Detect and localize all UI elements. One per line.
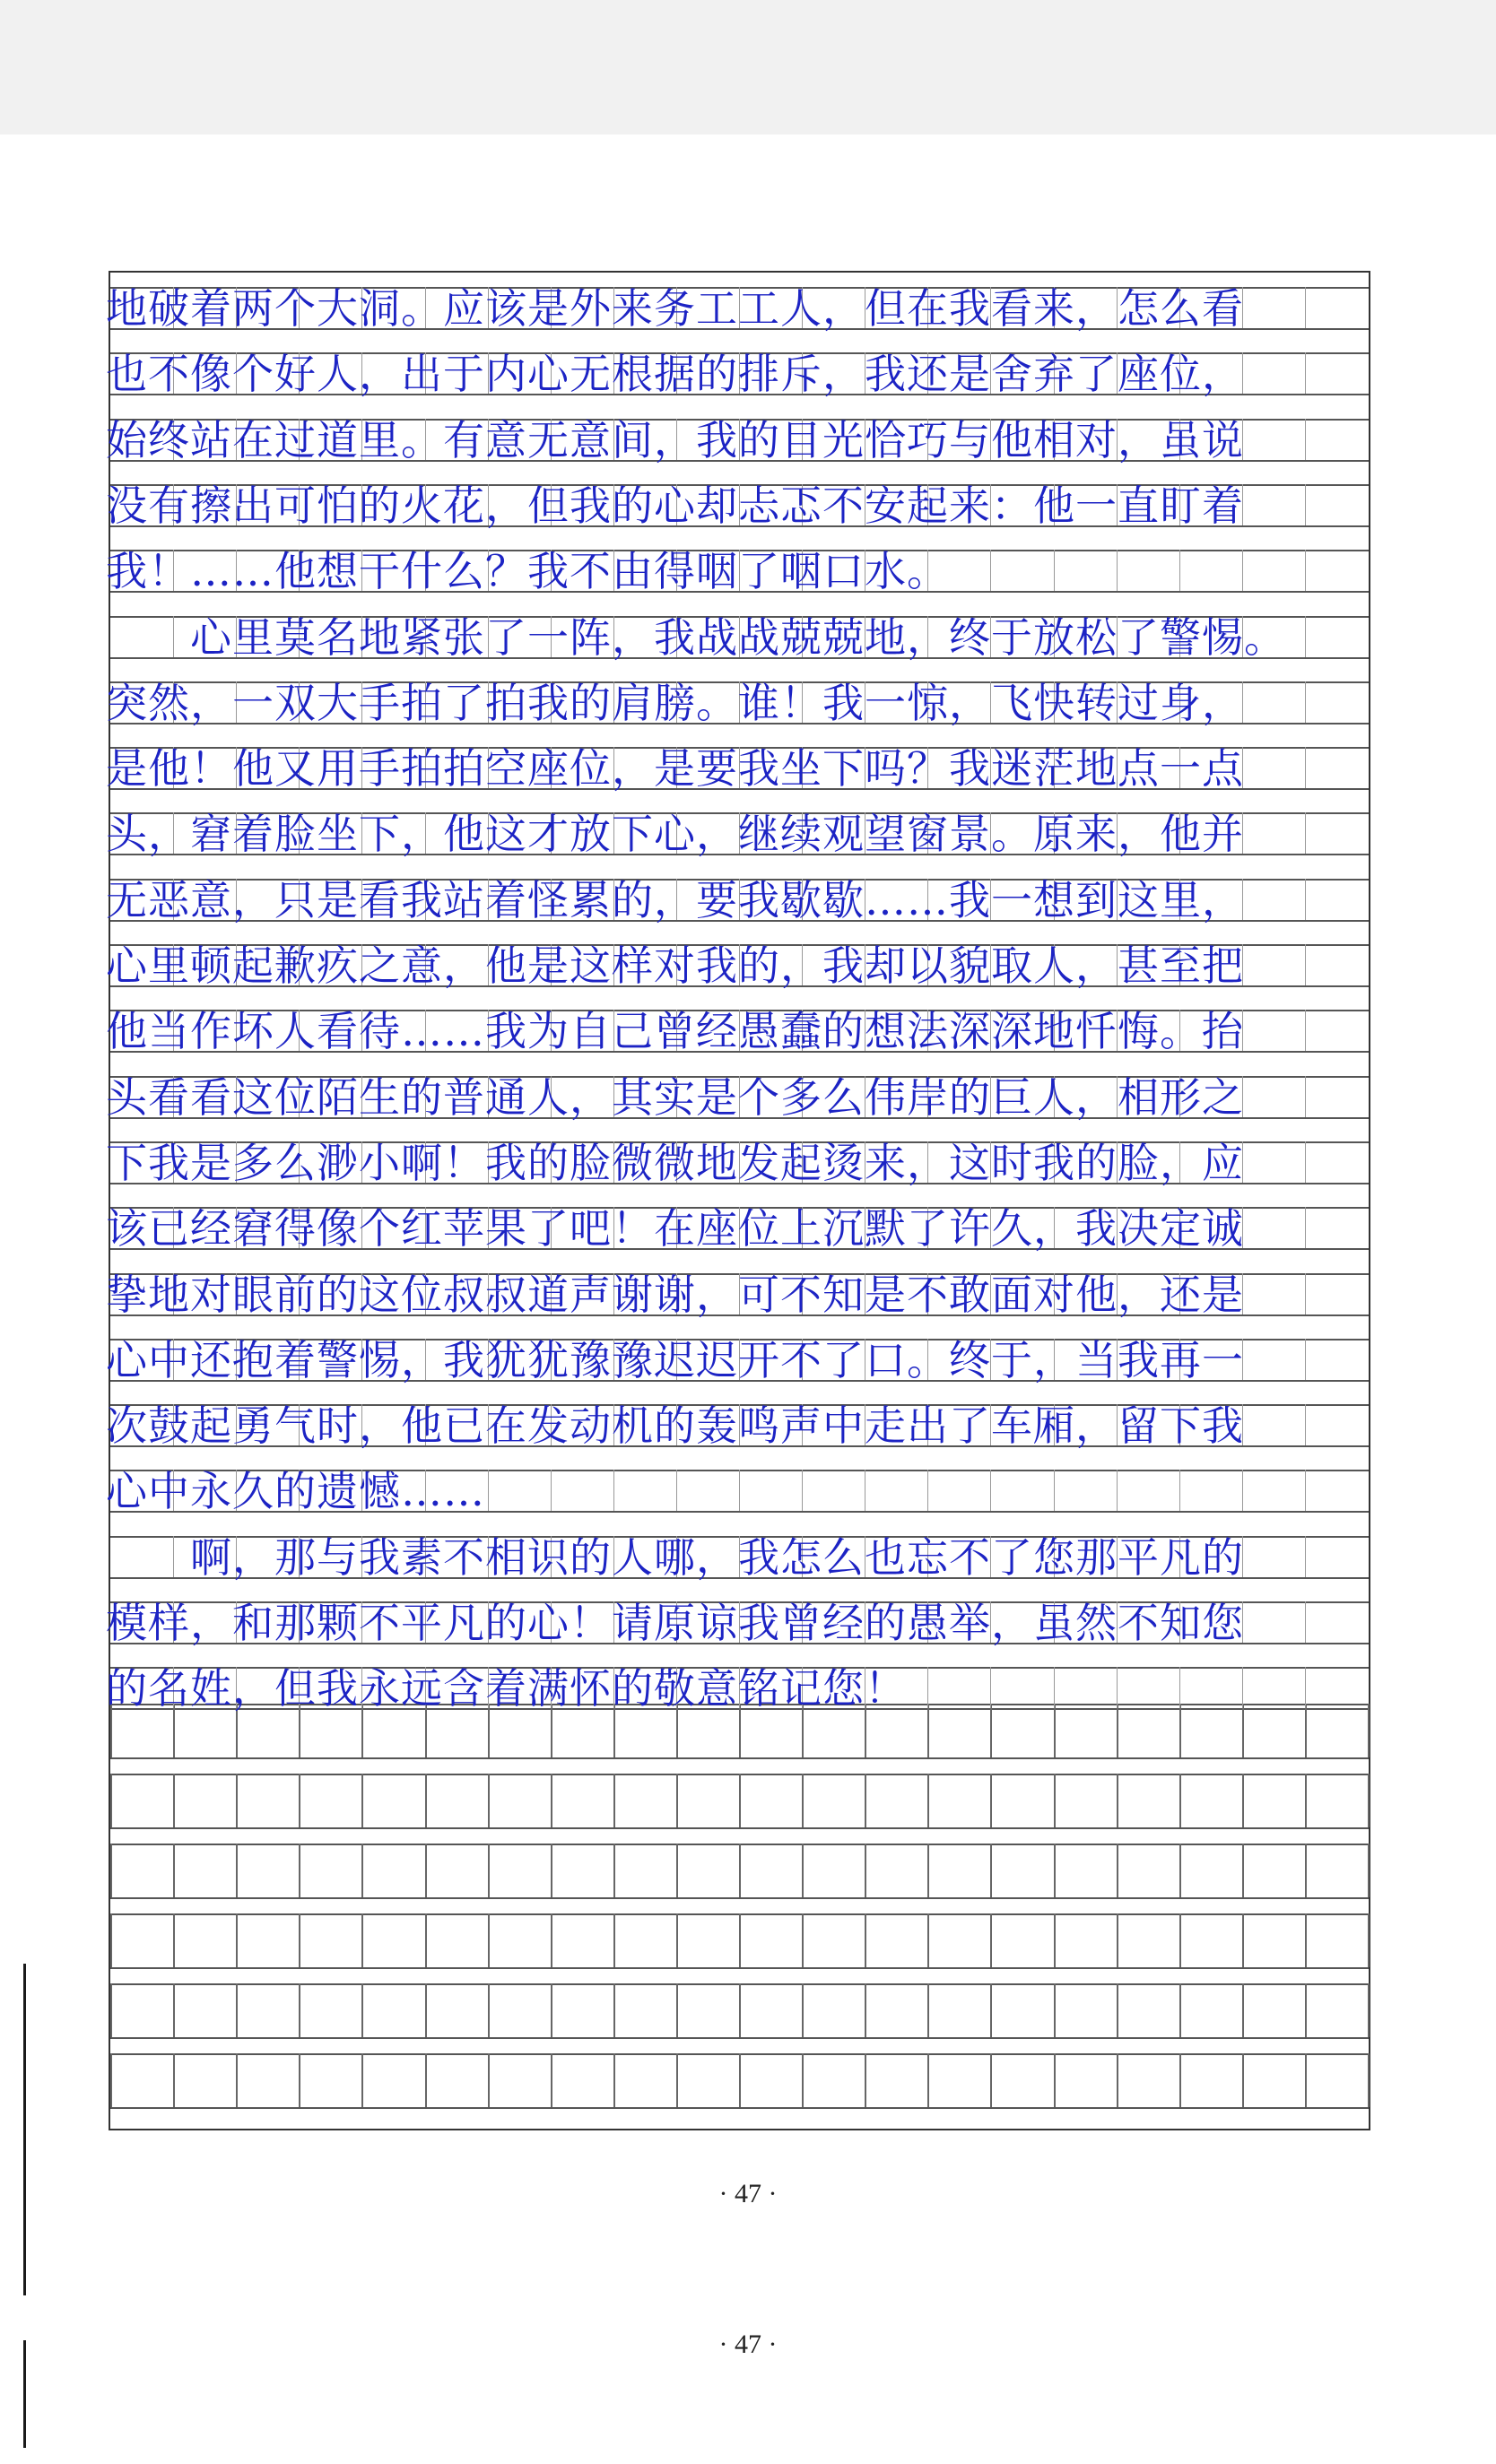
grid-cell-divider	[739, 1983, 741, 2037]
grid-cell-divider	[1242, 1983, 1244, 2037]
page-number: · 47 ·	[718, 2330, 778, 2359]
grid-cell-divider	[1179, 2053, 1181, 2107]
grid-cell-divider	[1305, 1076, 1306, 1117]
grid-cell-divider	[110, 1913, 112, 1967]
grid-cell-divider	[236, 1844, 238, 1897]
essay-line: 是他！他又用手拍拍空座位，是要我坐下吗？我迷茫地点一点	[106, 744, 1244, 793]
grid-cell-divider	[299, 2053, 300, 2107]
grid-cell-divider	[1305, 1141, 1306, 1183]
grid-cell-divider	[361, 2053, 363, 2107]
grid-cell-divider	[1368, 2053, 1370, 2107]
grid-cell-divider	[1179, 1844, 1181, 1897]
grid-cell-divider	[1305, 616, 1306, 657]
grid-cell-divider	[865, 2053, 866, 2107]
grid-cell-divider	[1179, 1470, 1180, 1511]
grid-cell-divider	[739, 1913, 741, 1967]
grid-cell-divider	[1054, 550, 1055, 591]
scan-top-margin	[0, 0, 1496, 134]
grid-cell-divider	[173, 2053, 175, 2107]
grid-cell-divider	[927, 1983, 929, 2037]
grid-cell-divider	[1305, 1339, 1306, 1380]
grid-cell-divider	[110, 1983, 112, 2037]
grid-cell-divider	[990, 1983, 992, 2037]
grid-cell-divider	[802, 1983, 804, 2037]
grid-cell-divider	[1242, 1774, 1244, 1827]
grid-cell-divider	[110, 1774, 112, 1827]
grid-cell-divider	[1242, 1470, 1243, 1511]
grid-cell-divider	[613, 2053, 615, 2107]
grid-cell-divider	[361, 1983, 363, 2037]
grid-cell-divider	[739, 2053, 741, 2107]
grid-cell-divider	[1305, 352, 1306, 394]
grid-cell-divider	[1305, 1601, 1306, 1643]
grid-cell-divider	[1117, 1667, 1118, 1708]
grid-cell-divider	[1368, 1913, 1370, 1967]
grid-cell-divider	[1242, 2053, 1244, 2107]
grid-cell-divider	[1117, 1704, 1118, 1757]
grid-cell-divider	[173, 1774, 175, 1827]
grid-line	[110, 1897, 1369, 1899]
essay-line: 次鼓起勇气时，他已在发动机的轰鸣声中走出了车厢，留下我	[106, 1401, 1244, 1450]
grid-cell-divider	[613, 1844, 615, 1897]
grid-cell-divider	[1117, 2053, 1118, 2107]
grid-cell-divider	[1305, 812, 1306, 854]
grid-cell-divider	[236, 1983, 238, 2037]
grid-cell-divider	[1117, 550, 1118, 591]
grid-cell-divider	[488, 1470, 489, 1511]
grid-cell-divider	[865, 1913, 866, 1967]
grid-cell-divider	[299, 1844, 300, 1897]
grid-cell-divider	[802, 1844, 804, 1897]
grid-cell-divider	[236, 2053, 238, 2107]
grid-cell-divider	[990, 1667, 991, 1708]
grid-cell-divider	[990, 1844, 992, 1897]
essay-line: 心里莫名地紧张了一阵，我战战兢兢地，终于放松了警惕。	[106, 613, 1286, 662]
grid-cell-divider	[425, 2053, 427, 2107]
grid-cell-divider	[927, 1470, 928, 1511]
grid-cell-divider	[551, 1844, 552, 1897]
essay-line: 始终站在过道里。有意无意间，我的目光恰巧与他相对，虽说	[106, 416, 1244, 464]
grid-cell-divider	[551, 1774, 552, 1827]
scan-edge-mark	[23, 1964, 26, 2295]
grid-cell-divider	[1305, 484, 1306, 525]
grid-cell-divider	[1305, 1404, 1306, 1445]
grid-cell-divider	[676, 2053, 678, 2107]
grid-cell-divider	[1054, 1983, 1056, 2037]
grid-cell-divider	[1368, 1774, 1370, 1827]
grid-cell-divider	[1305, 1010, 1306, 1051]
grid-cell-divider	[802, 1470, 803, 1511]
essay-line: 啊，那与我素不相识的人哪，我怎么也忘不了您那平凡的	[106, 1533, 1244, 1582]
grid-cell-divider	[927, 1667, 928, 1708]
grid-cell-divider	[1305, 287, 1306, 328]
grid-cell-divider	[1179, 1667, 1180, 1708]
grid-cell-divider	[551, 1470, 552, 1511]
grid-cell-divider	[613, 1470, 614, 1511]
essay-line: 他当作坏人看待……我为自己曾经愚蠢的想法深深地忏悔。抬	[106, 1007, 1244, 1055]
grid-cell-divider	[1368, 1704, 1370, 1757]
grid-cell-divider	[1117, 1774, 1118, 1827]
grid-cell-divider	[1242, 1704, 1244, 1757]
grid-cell-divider	[1117, 1913, 1118, 1967]
page-number: · 47 ·	[718, 2179, 778, 2208]
essay-line: 也不像个好人，出于内心无根据的排斥，我还是舍弃了座位，	[106, 350, 1244, 398]
grid-cell-divider	[1179, 550, 1180, 591]
grid-cell-divider	[1305, 1983, 1307, 2037]
grid-cell-divider	[990, 2053, 992, 2107]
essay-line: 模样，和那颗不平凡的心！请原谅我曾经的愚举，虽然不知您	[106, 1599, 1244, 1647]
grid-cell-divider	[927, 1774, 929, 1827]
grid-cell-divider	[990, 1774, 992, 1827]
grid-cell-divider	[1054, 1774, 1056, 1827]
grid-cell-divider	[676, 1470, 677, 1511]
grid-cell-divider	[1305, 879, 1306, 920]
grid-cell-divider	[1242, 550, 1243, 591]
grid-cell-divider	[1368, 1844, 1370, 1897]
grid-cell-divider	[425, 1844, 427, 1897]
grid-cell-divider	[676, 1983, 678, 2037]
grid-cell-divider	[361, 1774, 363, 1827]
grid-cell-divider	[488, 1913, 490, 1967]
grid-cell-divider	[865, 1774, 866, 1827]
grid-cell-divider	[1054, 1704, 1056, 1757]
grid-cell-divider	[1305, 1667, 1306, 1708]
grid-cell-divider	[1179, 1913, 1181, 1967]
grid-cell-divider	[551, 1913, 552, 1967]
grid-cell-divider	[1305, 1844, 1307, 1897]
grid-cell-divider	[1179, 1983, 1181, 2037]
grid-cell-divider	[927, 1704, 929, 1757]
grid-cell-divider	[1305, 1704, 1307, 1757]
grid-cell-divider	[676, 1913, 678, 1967]
essay-line: 心中永久的遗憾……	[106, 1467, 485, 1515]
essay-line: 下我是多么渺小啊！我的脸微微地发起烫来，这时我的脸，应	[106, 1139, 1244, 1187]
grid-cell-divider	[927, 2053, 929, 2107]
grid-cell-divider	[299, 1774, 300, 1827]
grid-cell-divider	[865, 1844, 866, 1897]
grid-cell-divider	[927, 1913, 929, 1967]
grid-cell-divider	[990, 550, 991, 591]
grid-cell-divider	[802, 1774, 804, 1827]
grid-cell-divider	[361, 1913, 363, 1967]
grid-cell-divider	[1054, 1913, 1056, 1967]
grid-cell-divider	[802, 2053, 804, 2107]
grid-cell-divider	[739, 1774, 741, 1827]
grid-cell-divider	[173, 1913, 175, 1967]
essay-line: 头看看这位陌生的普通人，其实是个多么伟岸的巨人，相形之	[106, 1073, 1244, 1122]
essay-line: 突然，一双大手拍了拍我的肩膀。谁！我一惊，飞快转过身，	[106, 679, 1244, 727]
essay-line: 我！……他想干什么？我不由得咽了咽口水。	[106, 547, 949, 595]
grid-cell-divider	[739, 1844, 741, 1897]
grid-cell-divider	[173, 1844, 175, 1897]
grid-cell-divider	[488, 1844, 490, 1897]
grid-cell-divider	[1054, 2053, 1056, 2107]
grid-cell-divider	[488, 1774, 490, 1827]
grid-cell-divider	[676, 1844, 678, 1897]
grid-cell-divider	[1305, 550, 1306, 591]
grid-cell-divider	[299, 1983, 300, 2037]
grid-cell-divider	[1117, 1983, 1118, 2037]
grid-cell-divider	[613, 1983, 615, 2037]
grid-cell-divider	[1305, 1207, 1306, 1248]
essay-line: 心里顿起歉疚之意，他是这样对我的，我却以貌取人，甚至把	[106, 941, 1244, 990]
essay-line: 地破着两个大洞。应该是外来务工工人，但在我看来，怎么看	[106, 284, 1244, 333]
grid-cell-divider	[1305, 1913, 1307, 1967]
grid-cell-divider	[865, 1983, 866, 2037]
essay-line: 无恶意，只是看我站着怪累的，要我歇歇……我一想到这里，	[106, 876, 1244, 924]
grid-cell-divider	[1368, 1983, 1370, 2037]
grid-cell-divider	[927, 1844, 929, 1897]
essay-line: 没有擦出可怕的火花，但我的心却忐忑不安起来：他一直盯着	[106, 482, 1244, 530]
grid-cell-divider	[676, 1774, 678, 1827]
grid-cell-divider	[173, 1983, 175, 2037]
grid-line	[110, 2037, 1369, 2039]
grid-cell-divider	[1305, 2053, 1307, 2107]
grid-cell-divider	[361, 1844, 363, 1897]
grid-cell-divider	[1305, 1273, 1306, 1314]
grid-cell-divider	[110, 2053, 112, 2107]
grid-line	[110, 1757, 1369, 1759]
grid-cell-divider	[1305, 1774, 1307, 1827]
grid-cell-divider	[110, 1844, 112, 1897]
grid-cell-divider	[425, 1774, 427, 1827]
grid-cell-divider	[551, 2053, 552, 2107]
essay-line: 挚地对眼前的这位叔叔道声谢谢，可不知是不敢面对他，还是	[106, 1271, 1244, 1319]
grid-cell-divider	[1242, 1844, 1244, 1897]
essay-line: 心中还抱着警惕，我犹犹豫豫迟迟开不了口。终于，当我再一	[106, 1336, 1244, 1384]
essay-line: 该已经窘得像个红苹果了吧！在座位上沉默了许久，我决定诚	[106, 1204, 1244, 1253]
grid-cell-divider	[1305, 747, 1306, 788]
grid-line	[110, 2107, 1369, 2109]
grid-cell-divider	[990, 1913, 992, 1967]
grid-cell-divider	[1179, 1704, 1181, 1757]
grid-cell-divider	[802, 1913, 804, 1967]
grid-cell-divider	[1117, 1844, 1118, 1897]
essay-line: 头，窘着脸坐下，他这才放下心，继续观望窗景。原来，他并	[106, 810, 1244, 858]
grid-cell-divider	[1305, 1536, 1306, 1577]
grid-cell-divider	[1305, 419, 1306, 460]
grid-cell-divider	[425, 1983, 427, 2037]
grid-cell-divider	[1242, 1667, 1243, 1708]
grid-cell-divider	[990, 1470, 991, 1511]
grid-cell-divider	[1054, 1667, 1055, 1708]
grid-cell-divider	[1054, 1470, 1055, 1511]
grid-cell-divider	[236, 1913, 238, 1967]
grid-cell-divider	[488, 2053, 490, 2107]
grid-cell-divider	[425, 1913, 427, 1967]
grid-cell-divider	[613, 1774, 615, 1827]
grid-cell-divider	[551, 1983, 552, 2037]
grid-line	[110, 1827, 1369, 1829]
grid-cell-divider	[1305, 1470, 1306, 1511]
grid-cell-divider	[236, 1774, 238, 1827]
grid-cell-divider	[1305, 681, 1306, 723]
grid-cell-divider	[1117, 1470, 1118, 1511]
grid-cell-divider	[739, 1470, 740, 1511]
grid-cell-divider	[1242, 1913, 1244, 1967]
grid-cell-divider	[613, 1913, 615, 1967]
grid-cell-divider	[1054, 1844, 1056, 1897]
grid-cell-divider	[1305, 944, 1306, 985]
grid-cell-divider	[1179, 1774, 1181, 1827]
essay-line: 的名姓，但我永远含着满怀的敬意铭记您！	[106, 1664, 907, 1713]
grid-line	[110, 1967, 1369, 1969]
grid-cell-divider	[299, 1913, 300, 1967]
grid-cell-divider	[488, 1983, 490, 2037]
grid-cell-divider	[990, 1704, 992, 1757]
